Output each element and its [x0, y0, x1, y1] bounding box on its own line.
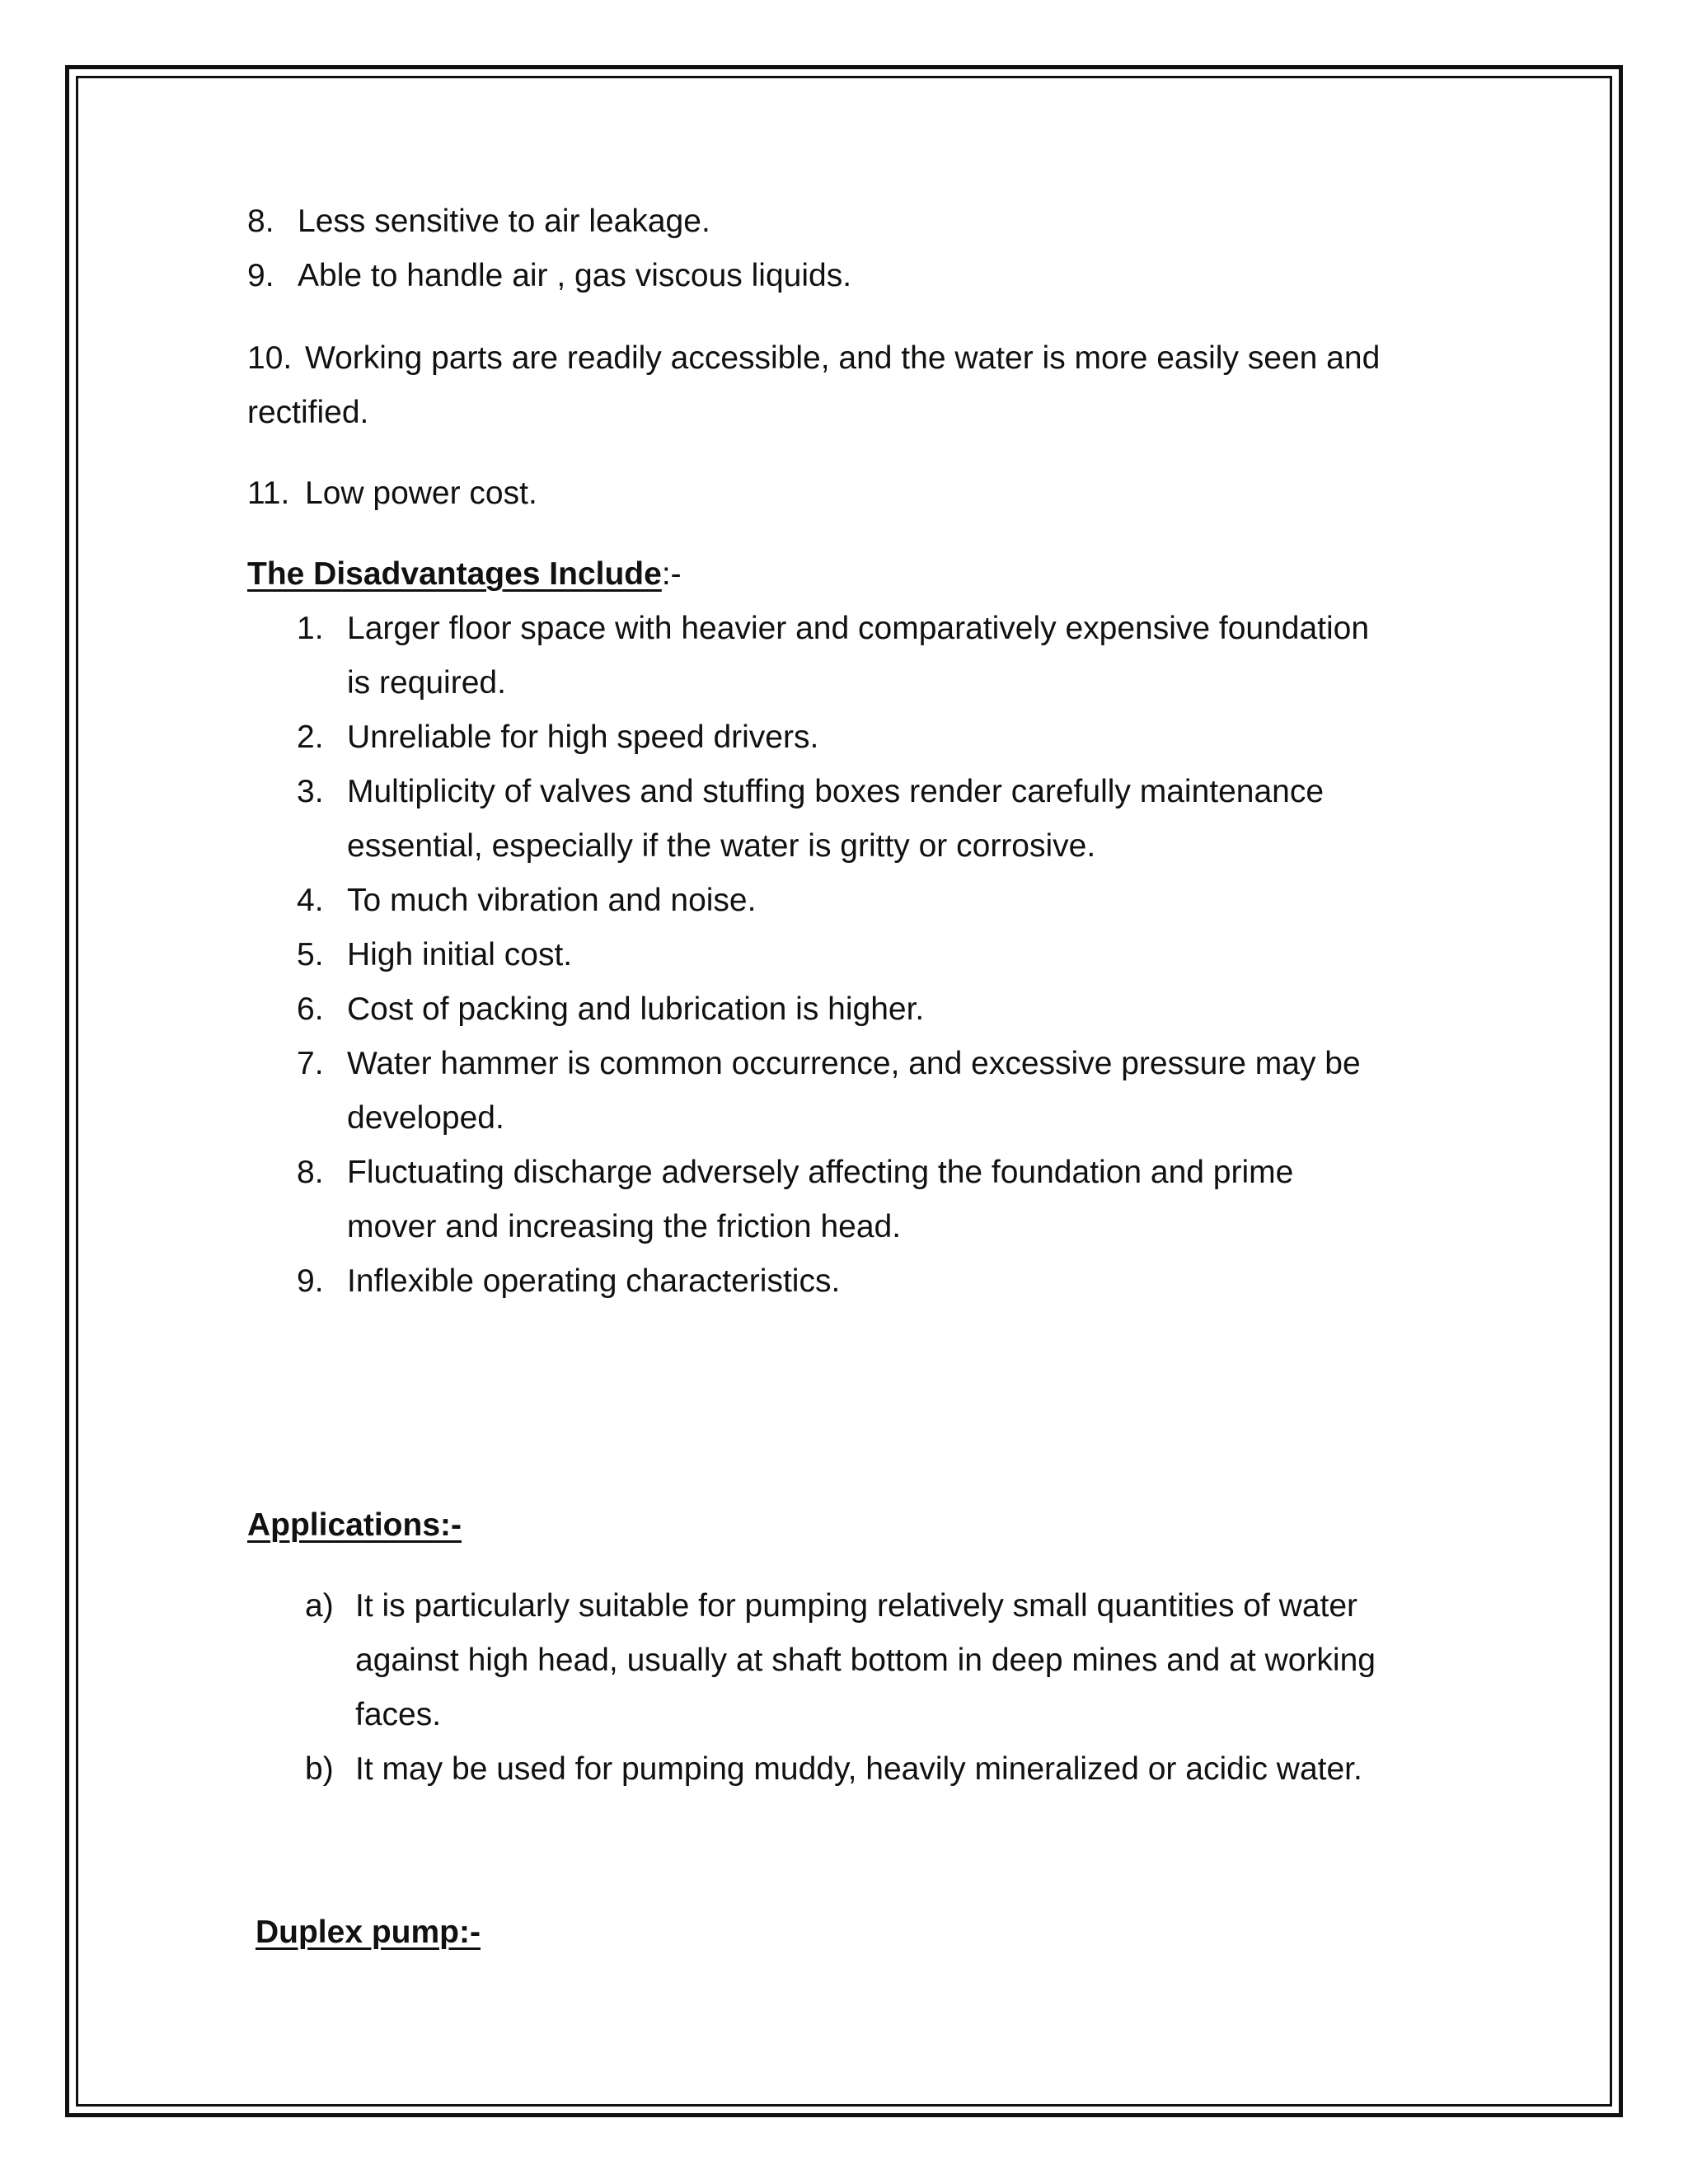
- disadvantages-heading: The Disadvantages Include:-: [247, 556, 682, 592]
- advantage-item-10-continued: rectified.: [247, 395, 369, 430]
- advantage-item-10: Working parts are readily accessible, and the water is more easily seen and: [305, 340, 1381, 376]
- list-number: 2.: [297, 719, 324, 755]
- disadvantage-item: High initial cost.: [347, 937, 573, 972]
- advantage-item-8: Less sensitive to air leakage.: [298, 204, 710, 239]
- application-item: It is particularly suitable for pumping relatively small quantities of water: [355, 1588, 1358, 1624]
- disadvantage-item-continued: mover and increasing the friction head.: [347, 1209, 902, 1244]
- disadvantage-item: Larger floor space with heavier and comparatively expensive foundation: [347, 611, 1370, 646]
- list-number: 3.: [297, 774, 324, 809]
- applications-heading: Applications:-: [247, 1507, 462, 1543]
- application-item-continued: faces.: [355, 1697, 442, 1732]
- list-number: 9.: [297, 1263, 324, 1299]
- list-letter: a): [305, 1588, 334, 1624]
- list-letter: b): [305, 1751, 334, 1787]
- disadvantage-item: Water hammer is common occurrence, and excessive pressure may be: [347, 1046, 1361, 1081]
- advantage-item-11: Low power cost.: [305, 476, 537, 511]
- disadvantage-item: Multiplicity of valves and stuffing boxes render carefully maintenance: [347, 774, 1325, 809]
- duplex-pump-heading: Duplex pump:-: [256, 1915, 481, 1950]
- list-number: 4.: [297, 883, 324, 918]
- list-number: 8.: [297, 1155, 324, 1190]
- list-number: 6.: [297, 991, 324, 1027]
- list-number: 10.: [247, 340, 293, 376]
- disadvantage-item: Cost of packing and lubrication is higher.: [347, 991, 925, 1027]
- list-number: 11.: [247, 476, 290, 511]
- list-number: 1.: [297, 611, 324, 646]
- list-number: 5.: [297, 937, 324, 972]
- disadvantage-item: Unreliable for high speed drivers.: [347, 719, 819, 755]
- application-item: It may be used for pumping muddy, heavily mineralized or acidic water.: [355, 1751, 1362, 1787]
- list-number: 9.: [247, 258, 274, 293]
- disadvantage-item-continued: is required.: [347, 665, 506, 701]
- disadvantage-item-continued: developed.: [347, 1100, 504, 1136]
- disadvantage-item-continued: essential, especially if the water is gritty or corrosive.: [347, 828, 1096, 864]
- disadvantage-item: Fluctuating discharge adversely affecting the foundation and prime: [347, 1155, 1294, 1190]
- list-number: 8.: [247, 204, 274, 239]
- advantage-item-9: Able to handle air , gas viscous liquids.: [298, 258, 852, 293]
- list-number: 7.: [297, 1046, 324, 1081]
- disadvantage-item: Inflexible operating characteristics.: [347, 1263, 841, 1299]
- disadvantage-item: To much vibration and noise.: [347, 883, 757, 918]
- application-item-continued: against high head, usually at shaft bottom in deep mines and at working: [355, 1643, 1376, 1678]
